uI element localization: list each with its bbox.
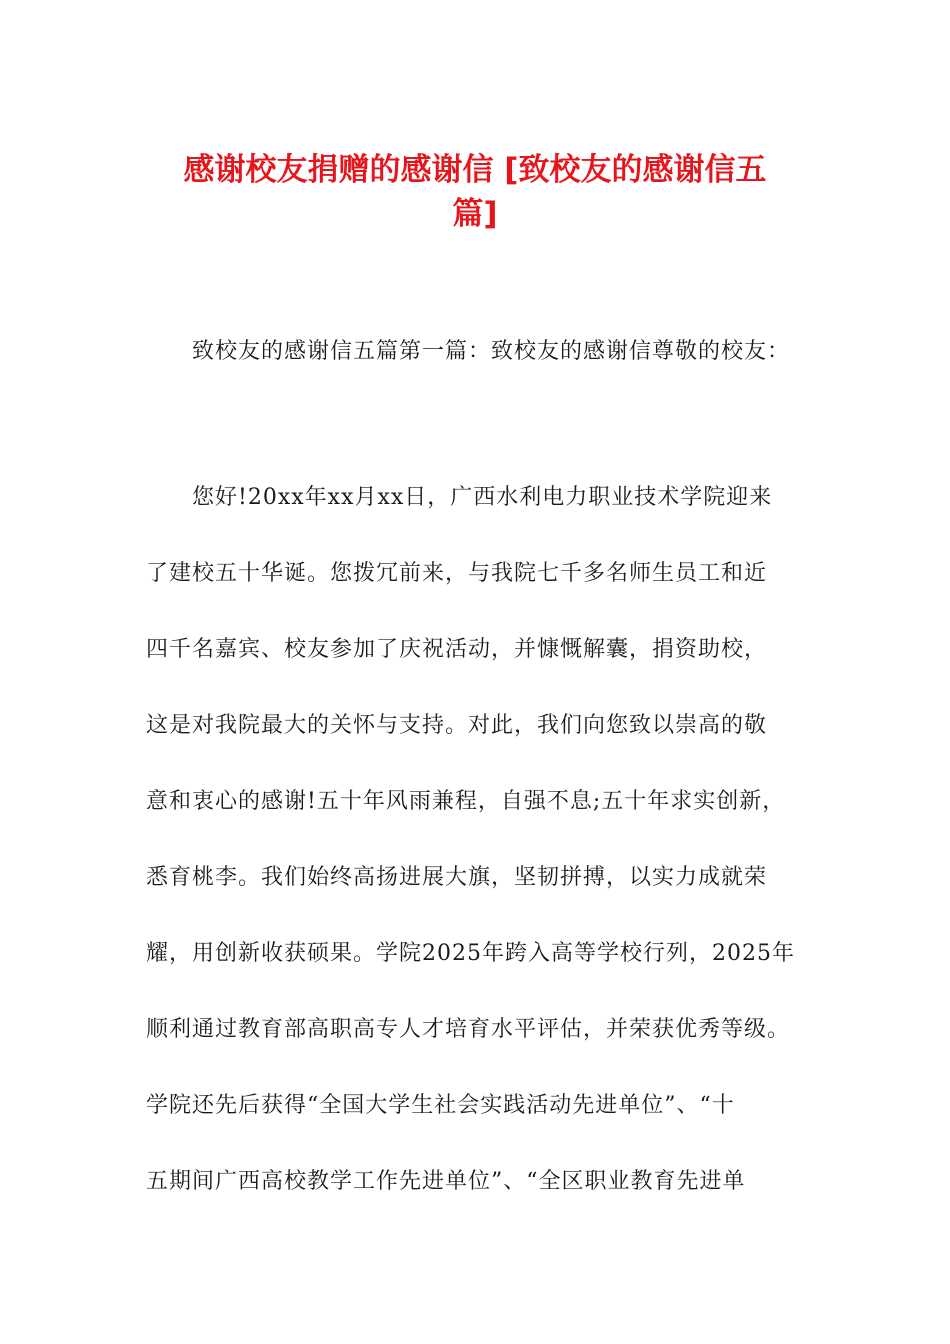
body-line-5: 意和衷心的感谢!五十年风雨兼程，自强不息;五十年求实创新， (146, 789, 786, 814)
body-line-2: 了建校五十华诞。您拨冗前来，与我院七千多名师生员工和近 (146, 561, 768, 586)
body-line-7: 耀，用创新收获硕果。学院2025年跨入高等学校行列，2025年 (146, 941, 795, 966)
body-line-8: 顺利通过教育部高职高专人才培育水平评估，并荣获优秀等级。 (146, 1017, 791, 1042)
body-line-6: 悉育桃李。我们始终高扬进展大旗，坚韧拼搏，以实力成就荣 (146, 865, 768, 890)
salutation-paragraph (146, 334, 816, 370)
body-line-1: 您好!20xx年xx月xx日，广西水利电力职业技术学院迎来 (146, 485, 773, 510)
body-paragraph (146, 480, 816, 1200)
body-line-4: 这是对我院最大的关怀与支持。对此，我们向您致以崇高的敬 (146, 713, 768, 738)
salutation-line: 致校友的感谢信五篇第一篇：致校友的感谢信尊敬的校友： (146, 339, 791, 364)
body-line-10: 五期间广西高校教学工作先进单位”、“全区职业教育先进单 (146, 1169, 746, 1194)
body-line-3: 四千名嘉宾、校友参加了庆祝活动，并慷慨解囊，捐资助校， (146, 637, 768, 662)
body-line-9: 学院还先后获得“全国大学生社会实践活动先进单位”、“十 (146, 1093, 735, 1118)
title-line-2: 篇] (452, 196, 498, 232)
title-line-1: 感谢校友捐赠的感谢信 [致校友的感谢信五 (183, 152, 767, 188)
document-title (120, 148, 830, 236)
